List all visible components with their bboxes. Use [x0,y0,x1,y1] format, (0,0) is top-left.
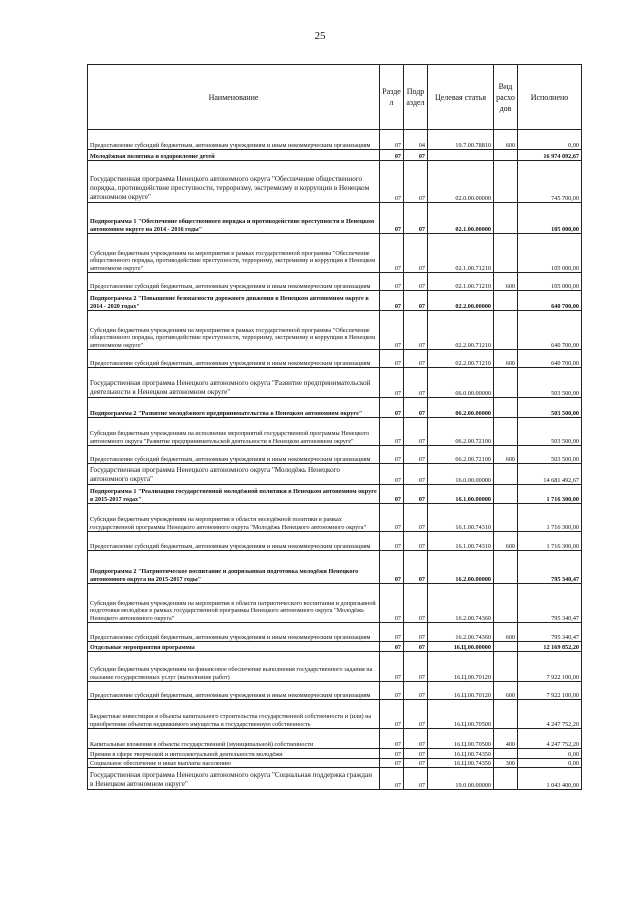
row-vid [494,485,518,504]
row-vid [494,584,518,623]
row-podrazdel: 07 [404,368,428,398]
row-podrazdel: 07 [404,350,428,368]
row-razdel: 07 [380,161,404,203]
row-amount: 105 000,00 [518,273,582,291]
table-body [88,130,582,790]
row-name: Подпрограмма 2 "Патриотическое воспитание и допризывная подготовка молодёжи Ненецкого автономного округа на 2015-2017 годы" [88,551,380,584]
row-razdel: 07 [380,273,404,291]
row-vid [494,203,518,234]
row-razdel: 07 [380,150,404,161]
row-razdel: 07 [380,682,404,700]
row-statya: 02.1.00.00000 [428,203,494,234]
row-podrazdel: 07 [404,161,428,203]
row-name: Подпрограмма 2 "Развитие молодёжного предпринимательства в Ненецком автономном округе" [88,398,380,418]
table-row [88,584,582,623]
table-row [88,485,582,504]
row-name: Предоставление субсидий бюджетным, автономным учреждениям и иным некоммерческим организациям [88,623,380,642]
row-podrazdel: 07 [404,504,428,532]
row-name: Субсидии бюджетным учреждениям на мероприятия в области молодёжной политики в рамках государственной программы Ненецкого автономного округа "Молодёжь Ненецкого автономного округа" [88,504,380,532]
row-podrazdel: 07 [404,768,428,790]
row-amount: 105 000,00 [518,203,582,234]
row-amount: 7 922 100,00 [518,682,582,700]
row-name: Субсидии бюджетным учреждениям на финансовое обеспечение выполнения государственного задания на оказание государственных услуг (выполнение работ) [88,652,380,682]
row-amount: 795 340,47 [518,551,582,584]
header-row [88,65,582,130]
row-statya: 06.0.00.00000 [428,368,494,398]
table-row [88,273,582,291]
row-amount: 12 169 852,20 [518,642,582,652]
row-amount: 0,00 [518,759,582,768]
row-vid [494,464,518,485]
row-vid [494,652,518,682]
row-name: Предоставление субсидий бюджетным, автономным учреждениям и иным некоммерческим организациям [88,532,380,551]
row-amount: 0,00 [518,130,582,150]
row-name: Субсидии бюджетным учреждениям на исполнение мероприятий государственной программы Ненецкого автономного округа "Развитие предпринимательской деятельности в Ненецком автономном округе" [88,418,380,446]
row-razdel: 07 [380,418,404,446]
row-podrazdel: 07 [404,551,428,584]
row-razdel: 07 [380,504,404,532]
row-amount: 1 716 300,00 [518,532,582,551]
row-amount: 745 700,00 [518,161,582,203]
row-podrazdel: 07 [404,584,428,623]
row-podrazdel: 07 [404,759,428,768]
row-podrazdel: 07 [404,311,428,350]
table-row [88,234,582,273]
row-name: Предоставление субсидий бюджетным, автономным учреждениям и иным некоммерческим организациям [88,446,380,464]
row-razdel: 07 [380,350,404,368]
row-vid [494,161,518,203]
table-row [88,130,582,150]
row-razdel: 07 [380,203,404,234]
row-statya: 19.0.00.00000 [428,768,494,790]
row-razdel: 07 [380,584,404,623]
row-podrazdel: 07 [404,273,428,291]
row-name: Премии в сфере творческой и интеллектуальной деятельности молодёжи [88,749,380,759]
row-name: Субсидии бюджетным учреждениям на мероприятия в области патриотического воспитания и допризывной подготовки молодёжи в рамках государственной программы Ненецкого автономного округа "Молодёжь Ненецкого автономного округа" [88,584,380,623]
row-statya: 16.2.00.74360 [428,623,494,642]
row-statya: 19.7.00.78810 [428,130,494,150]
row-razdel: 07 [380,464,404,485]
row-amount: 795 340,47 [518,584,582,623]
row-statya: 16.Ц.00.00000 [428,642,494,652]
row-amount: 14 681 492,67 [518,464,582,485]
row-podrazdel: 07 [404,642,428,652]
row-podrazdel: 07 [404,464,428,485]
row-statya: 06.2.00.72100 [428,446,494,464]
row-amount: 0,00 [518,749,582,759]
row-amount: 503 500,00 [518,446,582,464]
row-statya: 06.2.00.00000 [428,398,494,418]
row-vid: 600 [494,532,518,551]
row-vid: 600 [494,273,518,291]
page-number: 25 [314,30,326,42]
row-vid [494,368,518,398]
row-vid [494,291,518,311]
row-razdel: 07 [380,532,404,551]
row-name: Государственная программа Ненецкого автономного округа "Молодёжь Ненецкого автономного округа" [88,464,380,485]
row-vid: 600 [494,446,518,464]
row-vid [494,700,518,729]
row-razdel: 07 [380,130,404,150]
row-name: Подпрограмма 2 "Повышение безопасности дорожного движения в Ненецком автономном округе в 2014 - 2020 годах" [88,291,380,311]
table-row [88,418,582,446]
row-razdel: 07 [380,551,404,584]
row-podrazdel: 07 [404,291,428,311]
row-amount: 795 340,47 [518,623,582,642]
row-amount: 503 500,00 [518,418,582,446]
row-podrazdel: 07 [404,729,428,749]
table-row [88,150,582,161]
row-vid [494,768,518,790]
row-razdel: 07 [380,234,404,273]
row-statya: 16.0.00.00000 [428,464,494,485]
row-vid: 600 [494,130,518,150]
header-amount: Исполнено [518,65,582,130]
row-podrazdel: 04 [404,130,428,150]
row-podrazdel: 07 [404,623,428,642]
row-podrazdel: 07 [404,398,428,418]
row-statya: 02.1.00.71210 [428,234,494,273]
row-razdel: 07 [380,311,404,350]
table-row [88,464,582,485]
row-vid: 600 [494,682,518,700]
row-podrazdel: 07 [404,532,428,551]
header-razdel: Разде л [380,65,404,130]
table-row [88,551,582,584]
row-razdel: 07 [380,368,404,398]
row-amount: 640 700,00 [518,291,582,311]
row-podrazdel: 07 [404,203,428,234]
row-statya: 02.2.00.71210 [428,311,494,350]
row-name: Подпрограмма 1 "Реализация государственной молодёжной политики в Ненецком автономном округе в 2015-2017 годах" [88,485,380,504]
row-name: Предоставление субсидий бюджетным, автономным учреждениям и иным некоммерческим организациям [88,273,380,291]
row-vid [494,311,518,350]
row-name: Бюджетные инвестиции в объекты капитального строительства государственной собственности и (или) на приобретение объектов недвижимого имущества в государственную собственность [88,700,380,729]
header-statya: Целевая статья [428,65,494,130]
row-podrazdel: 07 [404,418,428,446]
row-razdel: 07 [380,291,404,311]
row-vid: 600 [494,350,518,368]
row-statya: 16.1.00.74310 [428,532,494,551]
row-podrazdel: 07 [404,234,428,273]
row-vid: 600 [494,623,518,642]
row-razdel: 07 [380,642,404,652]
row-name: Предоставление субсидий бюджетным, автономным учреждениям и иным некоммерческим организациям [88,350,380,368]
row-podrazdel: 07 [404,652,428,682]
row-name: Субсидии бюджетным учреждениям на мероприятия в рамках государственной программы "Обеспечение общественного порядка, противодействие преступности, терроризму, экстремизму и коррупции в Ненецком автономном округе" [88,311,380,350]
row-name: Капитальные вложения в объекты государственной (муниципальной) собственности [88,729,380,749]
row-statya: 16.Ц.00.70500 [428,729,494,749]
row-amount: 4 247 752,20 [518,729,582,749]
row-amount: 105 000,00 [518,234,582,273]
row-statya: 02.2.00.71210 [428,350,494,368]
row-statya: 16.Ц.00.74350 [428,759,494,768]
row-podrazdel: 07 [404,150,428,161]
row-amount: 1 043 400,00 [518,768,582,790]
row-name: Субсидии бюджетным учреждениям на мероприятия в рамках государственной программы "Обеспечение общественного порядка, противодействие преступности, терроризму, экстремизму и коррупции в Ненецком автономном округе" [88,234,380,273]
row-name: Государственная программа Ненецкого автономного округа "Обеспечение общественного порядка, противодействие преступности, терроризму, экстремизму и коррупции в Ненецком автономном округе" [88,161,380,203]
row-vid: 400 [494,729,518,749]
row-vid: 300 [494,759,518,768]
table-row [88,532,582,551]
row-amount: 640 700,00 [518,311,582,350]
table-row [88,682,582,700]
table-row [88,729,582,749]
row-statya: 02.0.00.00000 [428,161,494,203]
row-podrazdel: 07 [404,446,428,464]
row-statya: 16.Ц.00.70500 [428,700,494,729]
row-amount: 1 716 300,00 [518,504,582,532]
row-amount: 16 974 092,67 [518,150,582,161]
row-vid [494,642,518,652]
table-row [88,700,582,729]
row-vid [494,398,518,418]
row-razdel: 07 [380,398,404,418]
row-statya: 16.Ц.00.70120 [428,682,494,700]
table-row [88,759,582,768]
row-name: Предоставление субсидий бюджетным, автономным учреждениям и иным некоммерческим организациям [88,682,380,700]
header-name: Наименование [88,65,380,130]
row-razdel: 07 [380,623,404,642]
row-statya: 16.2.00.00000 [428,551,494,584]
row-statya: 16.Ц.00.70120 [428,652,494,682]
row-vid [494,234,518,273]
row-podrazdel: 07 [404,682,428,700]
table-row [88,291,582,311]
row-statya: 16.Ц.00.74350 [428,749,494,759]
row-razdel: 07 [380,652,404,682]
table-row [88,652,582,682]
row-amount: 7 922 100,00 [518,652,582,682]
row-name: Подпрограмма 1 "Обеспечение общественного порядка и противодействие преступности в Ненецком автономном округе на 2014 - 2016 годы" [88,203,380,234]
row-name: Государственная программа Ненецкого автономного округа "Социальная поддержка граждан в Ненецком автономном округе" [88,768,380,790]
row-amount: 640 700,00 [518,350,582,368]
row-amount: 503 500,00 [518,368,582,398]
row-razdel: 07 [380,749,404,759]
row-razdel: 07 [380,446,404,464]
row-amount: 503 500,00 [518,398,582,418]
header-vid: Вид расхо дов [494,65,518,130]
row-statya: 02.1.00.71210 [428,273,494,291]
row-statya: 06.2.00.72100 [428,418,494,446]
table-row [88,398,582,418]
row-razdel: 07 [380,729,404,749]
table-row [88,161,582,203]
row-razdel: 07 [380,485,404,504]
row-name: Государственная программа Ненецкого автономного округа "Развитие предпринимательской деятельности в Ненецком автономном округе" [88,368,380,398]
row-podrazdel: 07 [404,749,428,759]
row-name: Отдельные мероприятия программы [88,642,380,652]
table-row [88,446,582,464]
table-row [88,504,582,532]
row-vid [494,504,518,532]
budget-table [87,64,582,790]
table-row [88,203,582,234]
row-statya: 16.1.00.74310 [428,504,494,532]
header-podrazdel: Подр аздел [404,65,428,130]
row-vid [494,749,518,759]
row-podrazdel: 07 [404,700,428,729]
table-row [88,311,582,350]
table-row [88,768,582,790]
row-amount: 1 716 300,00 [518,485,582,504]
row-razdel: 07 [380,700,404,729]
table-row [88,368,582,398]
row-name: Предоставление субсидий бюджетным, автономным учреждениям и иным некоммерческим организациям [88,130,380,150]
table-row [88,749,582,759]
table-row [88,623,582,642]
row-name: Социальное обеспечение и иные выплаты населению [88,759,380,768]
row-amount: 4 247 752,20 [518,700,582,729]
row-name: Молодёжная политика и оздоровление детей [88,150,380,161]
row-statya: 16.2.00.74360 [428,584,494,623]
row-razdel: 07 [380,768,404,790]
table-row [88,642,582,652]
row-vid [494,150,518,161]
row-podrazdel: 07 [404,485,428,504]
row-vid [494,418,518,446]
row-statya [428,150,494,161]
row-statya: 02.2.00.00000 [428,291,494,311]
row-statya: 16.1.00.00000 [428,485,494,504]
row-razdel: 07 [380,759,404,768]
table-row [88,350,582,368]
row-vid [494,551,518,584]
